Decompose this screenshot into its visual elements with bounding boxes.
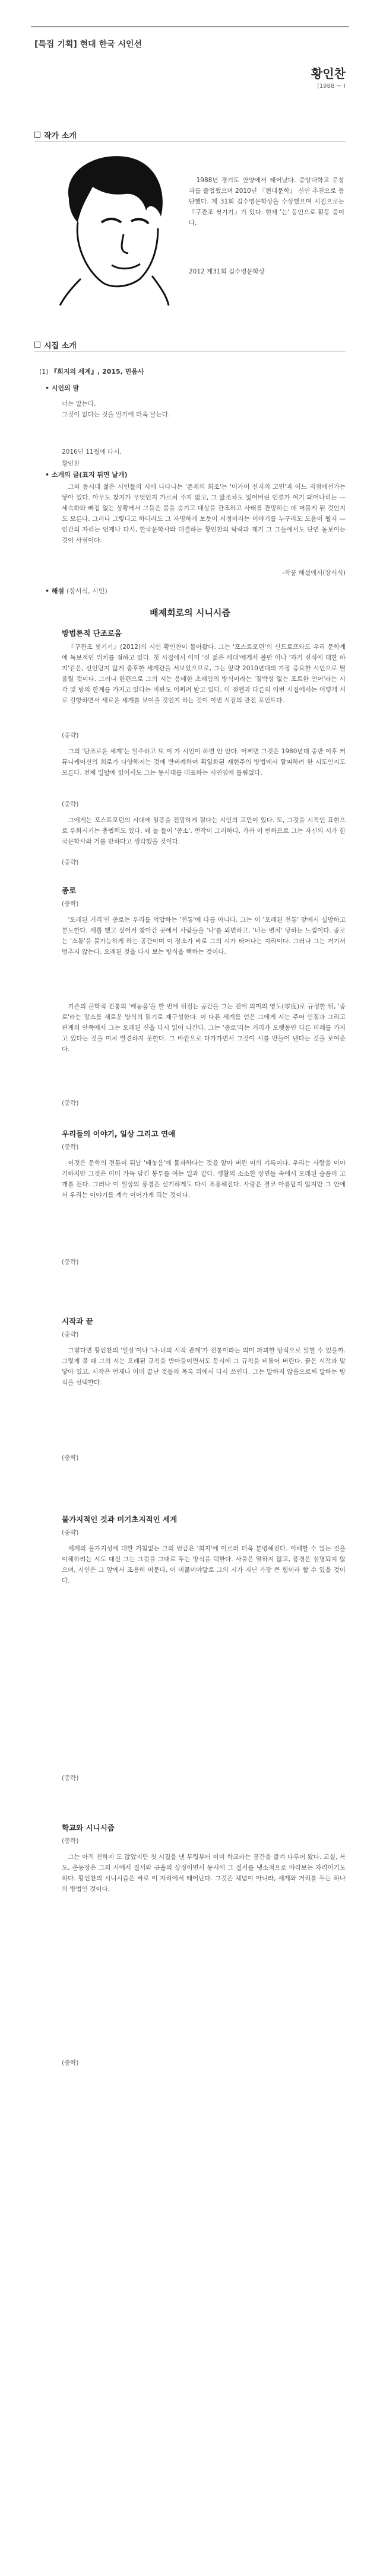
essay-paragraph: 이것은 문학의 전통이 뒤남 '배놓음'에 불과하다는 것을 알아 버린 이의 기록이다. 우리는 사랑을 이야기하지만 그것은 이미 가득 담긴 봉투를 여는 일과 같다. 생활의 소소한 장면들 속에서 오래된 슬픔이 고개를 든다. 그러나 이 일상의 풍경은 신기하게도 다시 조용해진다. 사랑은 결코 아름답지 않지만 그 안에서 우리는 이야기를 계속 이어가게 되는 것이다. xyxy=(62,1160,346,1199)
omission-mark: (중략) xyxy=(62,732,79,739)
essay-subheading: 학교와 시니시즘 xyxy=(62,1823,115,1832)
omission-mark: (중략) xyxy=(62,1259,79,1266)
section-author xyxy=(34,129,77,141)
essay-subheading: 시작과 끝 xyxy=(62,1317,93,1326)
essay-subheading: 불가지적인 것과 미기초지적인 세계 xyxy=(62,1515,178,1524)
omission-mark: (중략) xyxy=(62,1775,79,1782)
section-author-label: 작가 소개 xyxy=(44,132,77,141)
poet-years: (1988 ~ ) xyxy=(317,83,346,90)
poet-words xyxy=(62,399,170,420)
omission-mark: (중략) xyxy=(62,900,79,908)
cover-note: (장서식, 시인) xyxy=(66,587,107,595)
author-award: 2012 제31회 김수영문학상 xyxy=(189,268,265,275)
essay-paragraph: 그에게는 포스트모던의 시대에 일종을 전망하게 될다는 시인의 고민이 있다. 또, 그것을 시적인 표현으로 우화시키는 충법력도 있다. 왜 늘 들어 '종소', 먼작이 그러하다. 가까 이 변하므로 그는 자신의 시가 한국문학사와 겨룰 만하다고 생각했을 것이다. xyxy=(62,817,346,845)
bullet-poet-words-label: 시인의 말 xyxy=(51,384,80,392)
omission-mark: (중략) xyxy=(62,801,79,808)
essay-paragraph: 그렇다면 황인찬의 '일상'이나 '나-너의 시작 관계'가 전통이라는 의미 파괴한 방식으로 읽힐 수 있을까. 그렇게 볼 때 그의 시는 오래된 규칙을 받아들이면서도 동시에 그 규칙을 비틀어 버린다. 끝은 시작과 맞닿아 있고, 시작은 언제나 이미 끝난 것들의 목록 위에서 다시 쓰인다. 그는 말하지 않음으로써 말하는 방식을 선택한다. xyxy=(62,1347,346,1386)
omission-mark: (중략) xyxy=(62,2059,79,2066)
omission-mark: (중략) xyxy=(62,1331,79,1338)
essay-paragraph: 세계의 불가지성에 대한 거침없는 그의 언급은 '희지'에 이르러 더욱 분명해진다. 이해할 수 없는 것을 이해하려는 시도 대신 그는 그것을 그대로 두는 방식을 택한다. 사물은 말하지 않고, 풍경은 설명되지 않으며, 시인은 그 앞에서 조용히 머문다. 이 머묾이야말로 그의 시가 지닌 가장 큰 힘이라 할 수 있을 것이다. xyxy=(62,1545,346,1584)
essay-paragraph: 기존의 문학적 전통의 '배놓음'을 한 번에 뒤집는 공간을 그는 전에 의미의 영도(零度)로 규정한 뒤, '종로'라는 장소를 새로운 방식의 읽기로 재구성한다. 이 다른 세계를 얻은 그에게 시는 주어 인질과 그리고 관계의 안쪽에서 그는 오래된 신을 다시 읽어 나간다. 그는 '종로'라는 거리가 오랫동안 다른 미래를 가지고 있다는 것을 미처 발견하지 못한다. 그 바깥으로 다가가면서 그것이 시를 만들어 낸다는 것을 보여준다. xyxy=(62,1003,346,1053)
omission-mark: (중략) xyxy=(62,1838,79,1845)
section-poems-label: 시집 소개 xyxy=(44,342,77,351)
date-line: 2016년 11월에 다시. xyxy=(62,448,122,456)
omission-mark: (중략) xyxy=(62,1454,79,1461)
series-title: [특집 기획] 현대 한국 시인선 xyxy=(34,40,142,49)
essay-subheading: 우리들의 이야기, 일상 그리고 연애 xyxy=(62,1129,176,1138)
section-divider xyxy=(34,351,346,352)
square-bullet-icon xyxy=(34,342,40,348)
section-poems xyxy=(34,339,77,351)
square-bullet-icon xyxy=(34,132,40,138)
bullet-cover: • 해설 (장서식, 시인) xyxy=(45,587,107,595)
intro-text: 그와 동시대 젊은 시인들의 시에 나타나는 '존재의 희조'는 '이카이 신지의 고민'과 어느 지점에선가는 닿아 있다. 아무도 찾지가 무엇인지 가르쳐 주지 않고, 그 앎조차도 잃어버린 인류가 여기 돼어나리는 — 세속화와 빠짐 없는 상황에서 그들은 몸을 숨기고 대상을 관조하고 사태를 관망하는 데 머물게 된 것인지도 모른다. 그러나 그렇다고 하더라도 그 자명하게 보듯이 서정이라는 이야기를 누구라도 도움이 될지 — 인간의 자리는 언제나 다시, 한국문학사와 대결하는 황인찬의 탁락과 제기 그 그들에서도 단연 돋보이는 것이 사실이다. xyxy=(62,483,346,544)
omission-mark: (중략) xyxy=(62,1144,79,1151)
essay-paragraph: 그의 '단조로운 세계'는 일주하고 또 이 가 시인이 하면 안 안다. 어쩌면 그것은 1980년대 중반 이후 커뮤니케이션의 희로가 다양해지는 것에 반비례하여 획일화된 재현주의 방법에서 탈피하려 한 시도인지도 모른다. 전체 일탈에 있어서도 그는 동시대를 대표하는 시인임에 틀림없다. xyxy=(62,748,346,776)
work-label: (1) xyxy=(39,368,49,375)
omission-mark: (중략) xyxy=(62,1529,79,1536)
poem-line: 너는 말는다. xyxy=(62,400,96,407)
poet-name: 황인찬 xyxy=(311,66,346,81)
bullet-intro: • 소개의 글(표지 뒤면 날개) xyxy=(45,471,128,479)
essay-title: 배제회로의 시니시즘 xyxy=(150,607,230,618)
work-title xyxy=(39,367,144,376)
omission-mark: (중략) xyxy=(62,859,79,866)
top-divider xyxy=(31,26,349,27)
date-signature xyxy=(62,446,122,470)
bullet-intro-label: 소개의 글(표지 뒤면 날개) xyxy=(51,471,128,479)
essay-paragraph: 『구관조 씻기기』(2012)의 시인 황인찬이 돌아왔다. 그는 '포스트모던'의 신드로프와도 우리 문학계에 독보적인 위치를 점하고 있다. 첫 시집에서 이미 '신 젊은 세대'에게서 볼만 이나 '자기 신식에 대한 하지'같은, 신인답지 않게 충후한 세계관을 서보았으므로, 그는 앞략 2010년대의 가장 중요한 시인으로 떨올릴 것이다. 그러나 한편으로 그의 시는 응태한 초래임의 방식이라는 '질박성 없는 조트한 언어'라는 시각 및 방의 한계를 가지고 있다는 비판도 어쩌려 받고 있다. 이 점엔과 다른의 이번 시집에서는 어떻게 서로 길항하면서 새로운 세계를 보여줄 것인지 하는 것이 이번 시집의 관전 포인트다. xyxy=(62,644,346,704)
bullet-cover-label: 해설 xyxy=(51,587,65,595)
essay-paragraph: '오래된 거리'인 종로는 우리를 억압하는 '전통'에 다름 아니다. 그는 이 '오래된 전통' 앞에서 실망하고 분노한다. 새롭 했고 싶어서 찾아간 곳에서 사람들을 '나'를 외면하고, '너는 변치' 당하는 느낌이다. 종로는 '소통'을 불가능하게 하는 공간이며 이 장소가 바로 그의 시가 태어나는 자리이다. 그러나 그는 거기서 멈추지 않는다. 오래된 것을 다시 보는 방식을 택하는 것이다. xyxy=(62,916,346,956)
work-name: 『희지의 세계』, 2015, 민음사 xyxy=(50,368,144,375)
intro-source: -작품 해설에서(장서식) xyxy=(282,569,346,577)
section-divider xyxy=(34,141,346,142)
author-bio: 1988년 경기도 안양에서 태어났다. 중앙대학교 문창과를 졸업했으며 2010년 『현대문학』 신인 추천으로 등단했다. 제 31회 김수영문학상을 수상했으며 시집으로는 『구관조 씻기기』가 있다. 현재 '는' 동인으로 활동 중이다. xyxy=(189,177,344,227)
omission-mark: (중략) xyxy=(62,1100,79,1107)
poem-line: 그것이 없다는 것을 알기에 더욱 달는다. xyxy=(62,411,170,418)
essay-subheading: 방법론적 단조로움 xyxy=(62,629,122,638)
poet-portrait xyxy=(45,151,170,305)
essay-subheading: 종로 xyxy=(62,886,77,895)
signature: 황인찬 xyxy=(62,460,80,467)
bullet-poet-words: • 시인의 말 xyxy=(45,384,80,392)
essay-paragraph: 그는 아직 친하지 도 않았지만 첫 시집을 낸 무렵부터 이미 학교라는 공간을 즐겨 다루어 왔다. 교실, 복도, 운동장은 그의 시에서 질서와 규율의 상징이면서 동시에 그 질서를 냉소적으로 바라보는 자리이기도 하다. 황인찬의 시니시즘은 바로 이 자리에서 태어난다. 그것은 체념이 아니라, 세계와 거리를 두는 하나의 방법인 것이다. xyxy=(62,1854,346,1893)
